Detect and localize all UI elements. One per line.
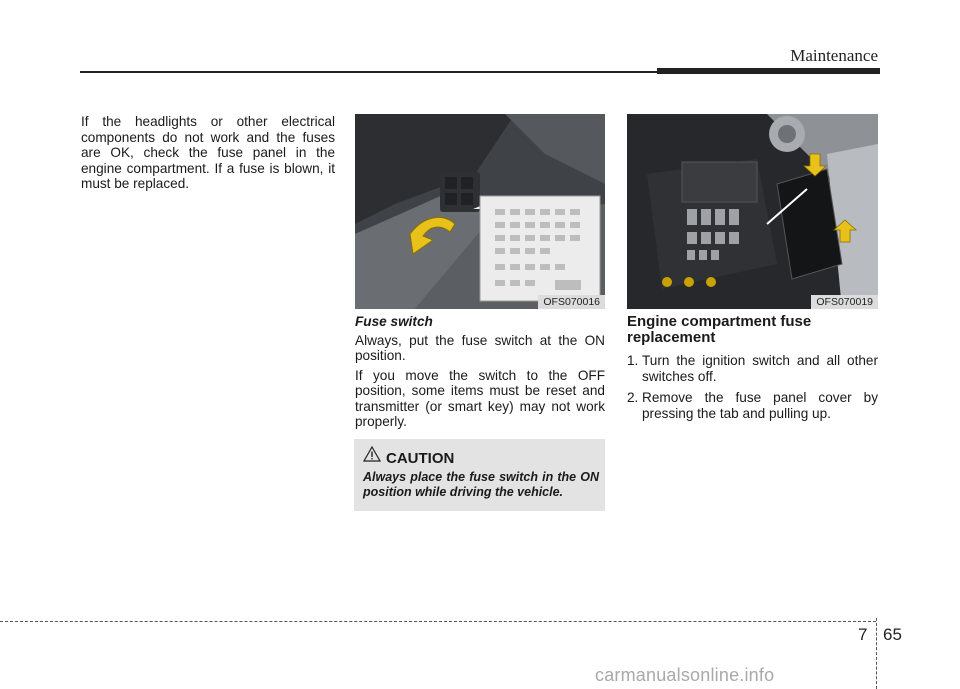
fuse-switch-photo bbox=[355, 114, 605, 309]
engine-fuse-heading: Engine compartment fuse replacement bbox=[627, 313, 812, 346]
watermark-text: carmanualsonline.info bbox=[595, 665, 775, 685]
fuse-switch-column bbox=[355, 314, 605, 434]
chapter-number: 7 bbox=[858, 625, 868, 644]
list-item bbox=[627, 353, 878, 384]
fuse-switch-illustration bbox=[355, 114, 605, 309]
warning-triangle-icon bbox=[363, 446, 381, 462]
caution-title: CAUTION bbox=[386, 450, 455, 467]
image-code-label: OFS070019 bbox=[811, 295, 878, 309]
engine-compartment-photo bbox=[627, 114, 878, 309]
intro-column bbox=[81, 114, 335, 196]
list-item bbox=[627, 390, 878, 421]
section-title: Maintenance bbox=[790, 46, 878, 65]
fuse-switch-paragraph: If you move the switch to the OFF position, some items must be reset and transmitter (or smart key) may not work properly. bbox=[355, 367, 605, 429]
caution-text: Always place the fuse switch in the ON position while driving the vehicle. bbox=[363, 470, 599, 499]
intro-paragraph: If the headlights or other electrical components do not work and the fuses are OK, check the fuse panel in the engine compartment. If a fuse is blown, it must be replaced. bbox=[81, 114, 335, 191]
step-text: Remove the fuse panel cover by pressing the tab and pulling up. bbox=[642, 390, 878, 421]
page-number-divider bbox=[876, 618, 877, 689]
engine-fuse-box-illustration bbox=[627, 114, 878, 309]
fuse-switch-heading: Fuse switch bbox=[355, 314, 433, 329]
step-text: Turn the ignition switch and all other switches off. bbox=[642, 353, 878, 384]
image-code-label: OFS070016 bbox=[538, 295, 605, 309]
header-rule-accent bbox=[657, 68, 880, 74]
fuse-switch-paragraph: Always, put the fuse switch at the ON position. bbox=[355, 332, 605, 363]
engine-fuse-column bbox=[627, 314, 878, 427]
step-number: 1. bbox=[627, 353, 639, 368]
step-number: 2. bbox=[627, 390, 639, 405]
caution-box bbox=[354, 439, 605, 511]
footer-rule bbox=[0, 621, 876, 622]
page-number: 65 bbox=[883, 625, 902, 644]
